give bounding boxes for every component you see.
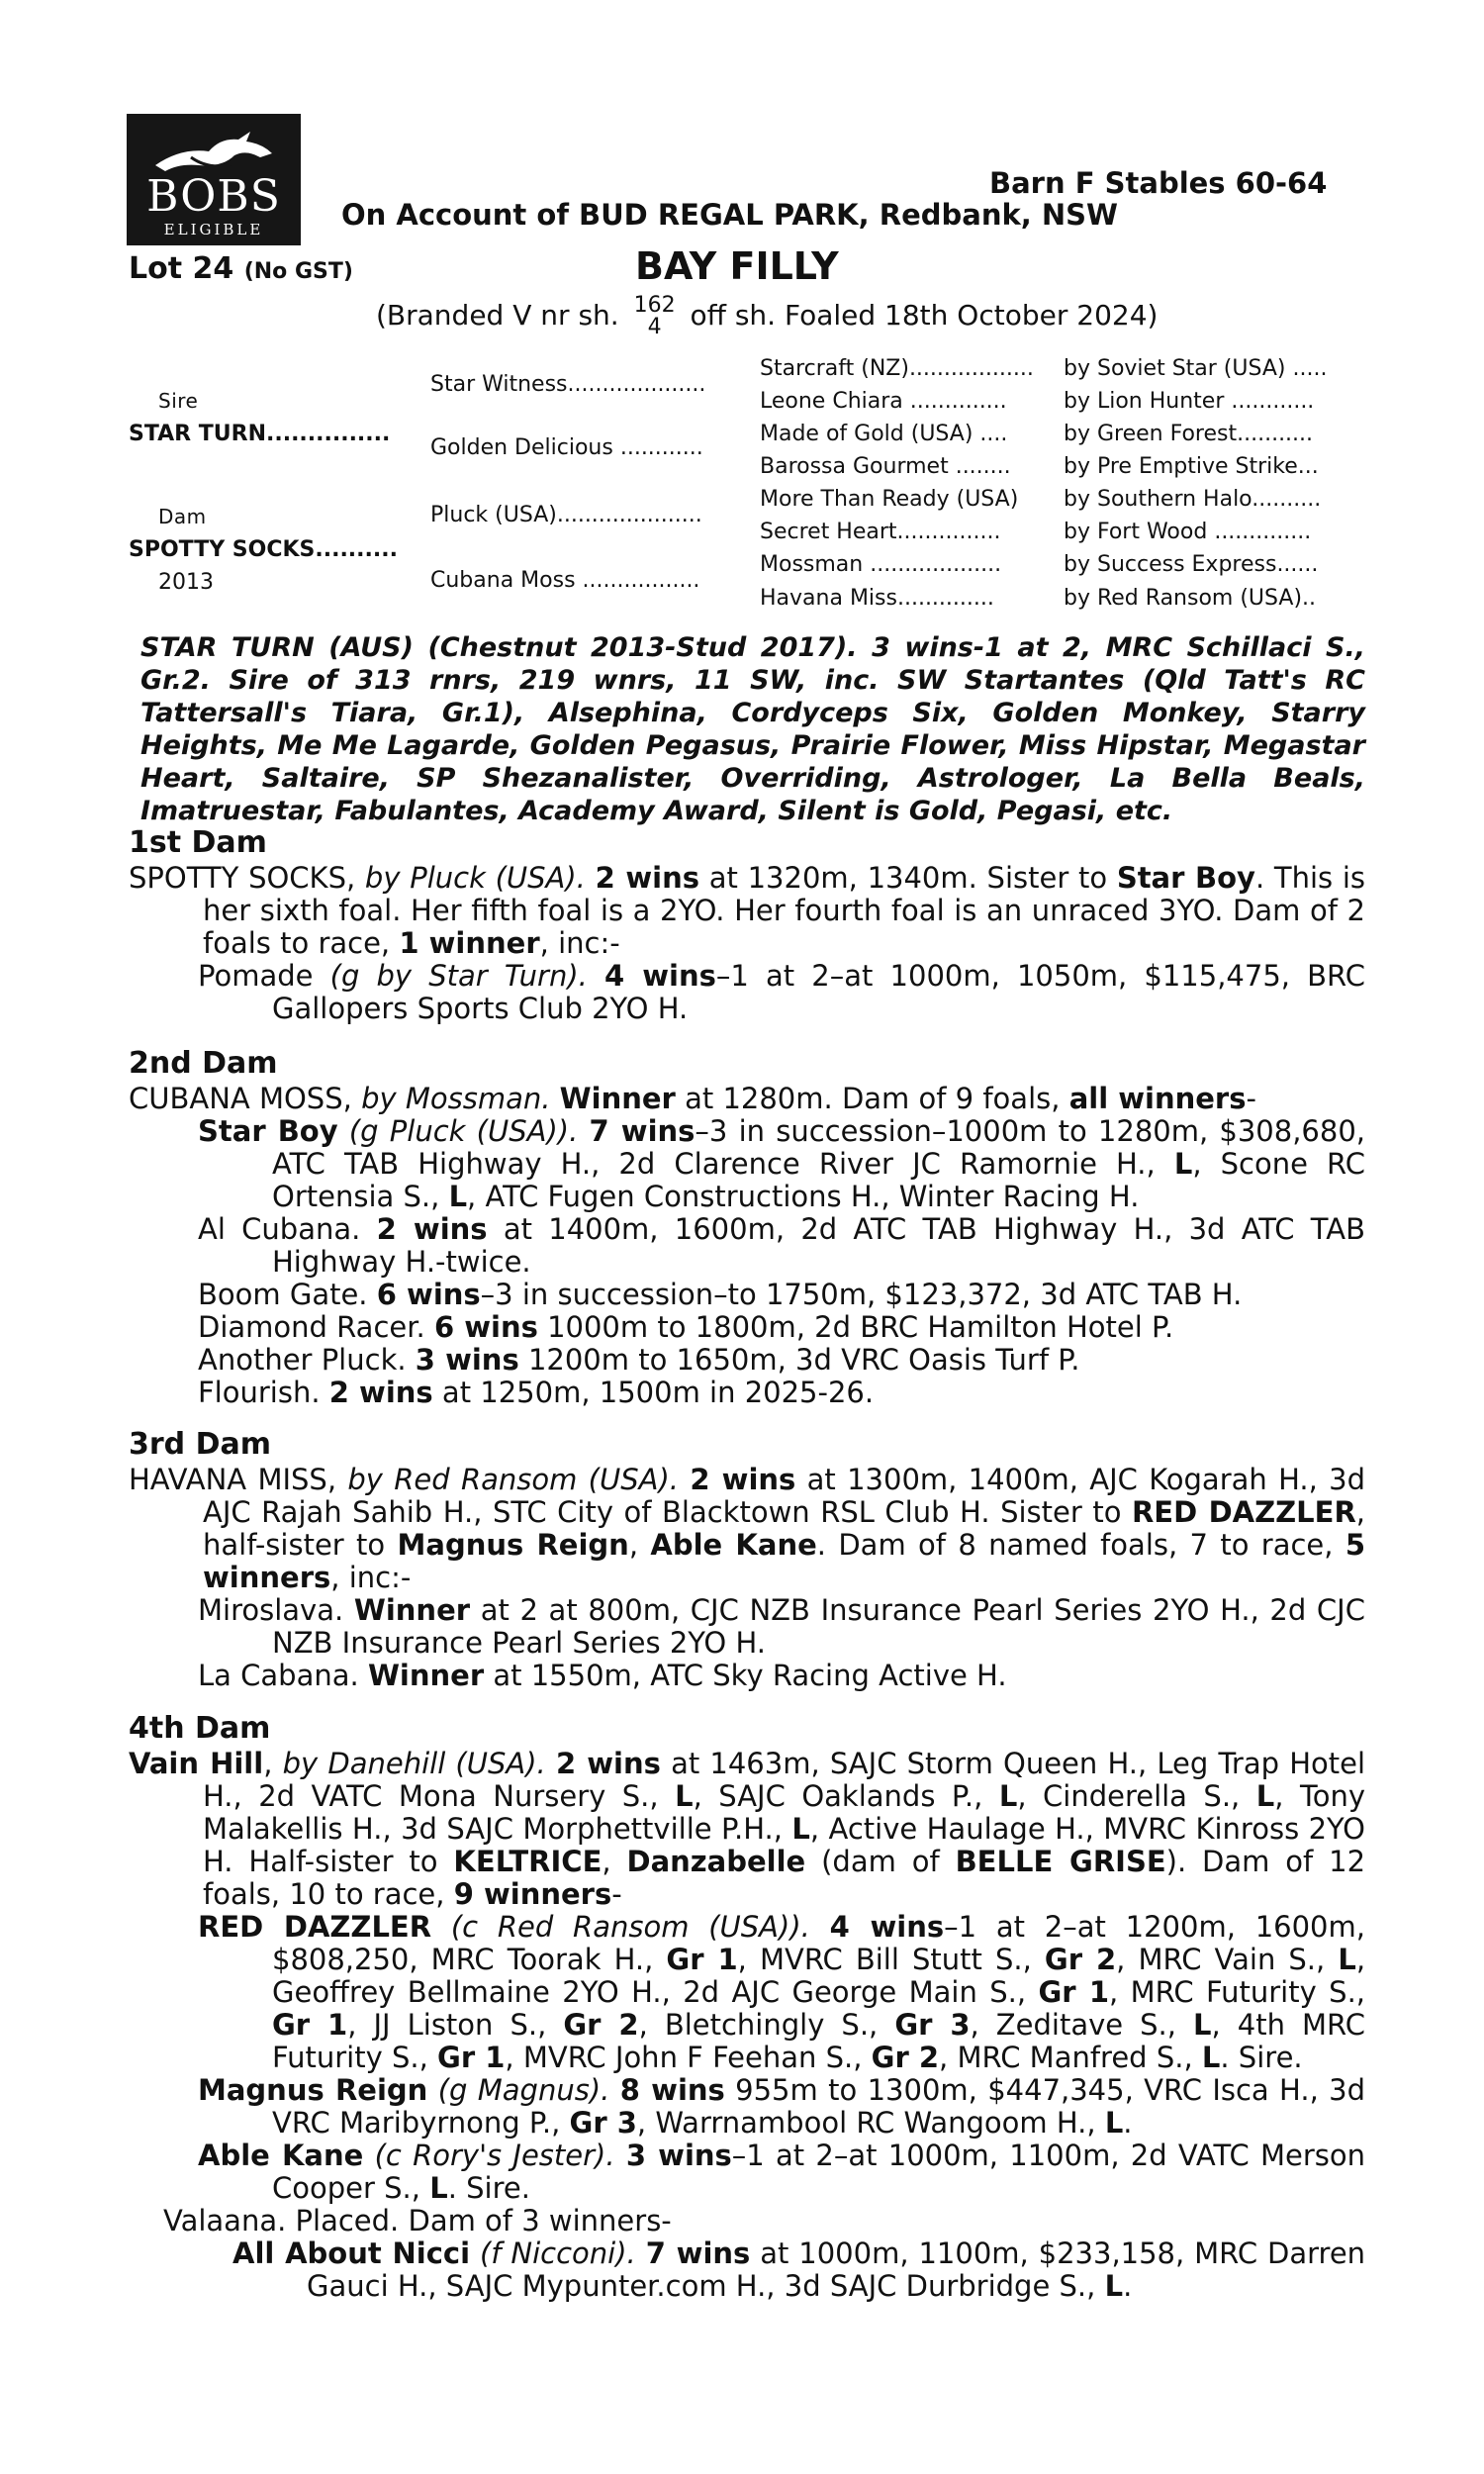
ggp-1: Starcraft (NZ).................. bbox=[760, 356, 1034, 381]
ggp-sire-2: by Lion Hunter ............ bbox=[1064, 389, 1315, 414]
third-dam-heading: 3rd Dam bbox=[129, 1427, 271, 1462]
brand-mark: V bbox=[512, 299, 532, 332]
first-dam-entry: SPOTTY SOCKS, by Pluck (USA). 2 wins at 1320m, 1340m. Sister to Star Boy. This is her sixth foal. Her fifth foal is a 2YO. Her fourth foal is an unraced 3YO. Dam of 2 foals to race, 1 winner, inc:- bbox=[129, 861, 1366, 960]
second-dam-section bbox=[129, 1047, 1365, 1409]
progeny-entry: La Cabana. Winner at 1550m, ATC Sky Racing Active H. bbox=[198, 1659, 1007, 1692]
brand-fraction: 162 4 bbox=[633, 293, 676, 339]
ggp-4: Barossa Gourmet ........ bbox=[760, 454, 1011, 479]
sire-summary: STAR TURN (AUS) (Chestnut 2013-Stud 2017). 3 wins-1 at 2, MRC Schillaci S., Gr.2. Sire of 313 rnrs, 219 wnrs, 11 SW, inc. SW Startantes (Qld Tatt's RC Tattersall's Tiara, Gr.1), Alsephina, Cordyceps Six, Golden Monkey, Starry Heights, Me Me Lagarde, Golden Pegasus, Prairie Flower, Miss Hipstar, Megastar Heart, Saltaire, SP Shezanalister, Overriding, Astrologer, La Bella Beals, Imatruestar, Fabulantes, Academy Award, Silent is Gold, Pegasi, etc. bbox=[140, 632, 1365, 826]
fourth-dam-heading: 4th Dam bbox=[129, 1711, 271, 1746]
horse-description: BAY FILLY bbox=[635, 244, 839, 288]
lot-number bbox=[129, 251, 353, 286]
fourth-dam-section bbox=[129, 1712, 1365, 2303]
dam-label: Dam bbox=[158, 505, 207, 528]
dam-year: 2013 bbox=[158, 570, 214, 595]
ggp-sire-7: by Success Express...... bbox=[1064, 552, 1319, 577]
ggp-2: Leone Chiara .............. bbox=[760, 389, 1007, 414]
progeny-entry: Able Kane (c Rory's Jester). 3 wins–1 at 2–at 1000m, 1100m, 2d VATC Merson Cooper S., L. Sire. bbox=[198, 2139, 1366, 2205]
progeny-entry: Star Boy (g Pluck (USA)). 7 wins–3 in succession–1000m to 1280m, $308,680, ATC TAB Highway H., 2d Clarence River JC Ramornie H., L, Scone RC Ortensia S., L, ATC Fugen Constructions H., Winter Racing H. bbox=[198, 1114, 1365, 1213]
ggp-sire-4: by Pre Emptive Strike... bbox=[1064, 454, 1319, 479]
sire-name: STAR TURN............... bbox=[129, 422, 391, 446]
ggp-sire-1: by Soviet Star (USA) ..... bbox=[1064, 356, 1328, 381]
brand-details: (Branded V nr sh. 162 4 off sh. Foaled 18th October 2024) bbox=[376, 293, 1159, 339]
sire-label: Sire bbox=[158, 389, 199, 413]
ggp-3: Made of Gold (USA) .... bbox=[760, 422, 1008, 446]
progeny-entry: Pomade (g by Star Turn). 4 wins–1 at 2–at 1000m, 1050m, $115,475, BRC Gallopers Sports Club 2YO H. bbox=[198, 959, 1365, 1025]
progeny-entry: Miroslava. Winner at 2 at 800m, CJC NZB Insurance Pearl Series 2YO H., 2d CJC NZB Insurance Pearl Series 2YO H. bbox=[198, 1593, 1365, 1660]
ggp-7: Mossman ................... bbox=[760, 552, 1002, 577]
fourth-dam-entry: Vain Hill, by Danehill (USA). 2 wins at 1463m, SAJC Storm Queen H., Leg Trap Hotel H., 2d VATC Mona Nursery S., L, SAJC Oaklands P., L, Cinderella S., L, Tony Malakellis H., 3d SAJC Morphettville P.H., L, Active Haulage H., MVRC Kinross 2YO H. Half-sister to KELTRICE, Danzabelle (dam of BELLE GRISE). Dam of 12 foals, 10 to race, 9 winners- bbox=[129, 1747, 1366, 1911]
first-dam-heading: 1st Dam bbox=[129, 825, 267, 860]
third-dam-entry: HAVANA MISS, by Red Ransom (USA). 2 wins at 1300m, 1400m, AJC Kogarah H., 3d AJC Rajah Sahib H., STC City of Blacktown RSL Club H. Sister to RED DAZZLER, half-sister to Magnus Reign, Able Kane. Dam of 8 named foals, 7 to race, 5 winners, inc:- bbox=[129, 1463, 1366, 1594]
progeny-entry: All About Nicci (f Nicconi). 7 wins at 1000m, 1100m, $233,158, MRC Darren Gauci H., SAJC Mypunter.com H., 3d SAJC Durbridge S., L. bbox=[232, 2236, 1366, 2303]
progeny-entry: Another Pluck. 3 wins 1200m to 1650m, 3d VRC Oasis Turf P. bbox=[198, 1343, 1080, 1377]
ggp-sire-5: by Southern Halo.......... bbox=[1064, 487, 1322, 512]
ggp-6: Secret Heart............... bbox=[760, 520, 1001, 544]
progeny-entry: Flourish. 2 wins at 1250m, 1500m in 2025-26. bbox=[198, 1376, 875, 1409]
dam-name: SPOTTY SOCKS.......... bbox=[129, 537, 398, 562]
granddam-2: Cubana Moss ................. bbox=[430, 568, 700, 593]
logo-subtext: ELIGIBLE bbox=[163, 221, 264, 238]
logo-text: BOBS bbox=[146, 171, 281, 222]
horse-logo-icon bbox=[151, 128, 276, 175]
gst-note: (No GST) bbox=[243, 259, 353, 284]
ggp-8: Havana Miss.............. bbox=[760, 586, 994, 611]
second-dam-heading: 2nd Dam bbox=[129, 1046, 278, 1081]
vendor-account: On Account of BUD REGAL PARK, Redbank, NSW bbox=[341, 198, 1119, 232]
ggp-5: More Than Ready (USA) bbox=[760, 487, 1019, 512]
grandsire-2: Pluck (USA)..................... bbox=[430, 503, 702, 527]
ggp-sire-3: by Green Forest........... bbox=[1064, 422, 1314, 446]
third-dam-section bbox=[129, 1428, 1365, 1692]
ggp-sire-8: by Red Ransom (USA).. bbox=[1064, 586, 1317, 611]
grandsire-1: Star Witness.................... bbox=[430, 372, 706, 397]
progeny-entry: Valaana. Placed. Dam of 3 winners- bbox=[163, 2204, 672, 2237]
bobs-eligible-logo bbox=[127, 114, 301, 245]
second-dam-entry: CUBANA MOSS, by Mossman. Winner at 1280m. Dam of 9 foals, all winners- bbox=[129, 1082, 1256, 1115]
progeny-entry: Diamond Racer. 6 wins 1000m to 1800m, 2d BRC Hamilton Hotel P. bbox=[198, 1310, 1174, 1344]
progeny-entry: Boom Gate. 6 wins–3 in succession–to 1750m, $123,372, 3d ATC TAB H. bbox=[198, 1278, 1243, 1311]
barn-location: Barn F Stables 60-64 bbox=[989, 166, 1328, 200]
lot-label: Lot 24 bbox=[129, 251, 234, 286]
progeny-entry: Al Cubana. 2 wins at 1400m, 1600m, 2d ATC TAB Highway H., 3d ATC TAB Highway H.-twice. bbox=[198, 1212, 1366, 1279]
first-dam-section bbox=[129, 826, 1365, 1025]
ggp-sire-6: by Fort Wood .............. bbox=[1064, 520, 1312, 544]
progeny-entry: Magnus Reign (g Magnus). 8 wins 955m to 1300m, $447,345, VRC Isca H., 3d VRC Maribyrnong P., Gr 3, Warrnambool RC Wangoom H., L. bbox=[198, 2073, 1365, 2140]
granddam-1: Golden Delicious ............ bbox=[430, 435, 703, 460]
progeny-entry: RED DAZZLER (c Red Ransom (USA)). 4 wins–1 at 2–at 1200m, 1600m, $808,250, MRC Toorak H., Gr 1, MVRC Bill Stutt S., Gr 2, MRC Vain S., L, Geoffrey Bellmaine 2YO H., 2d AJC George Main S., Gr 1, MRC Futurity S., Gr 1, JJ Liston S., Gr 2, Bletchingly S., Gr 3, Zeditave S., L, 4th MRC Futurity S., Gr 1, MVRC John F Feehan S., Gr 2, MRC Manfred S., L. Sire. bbox=[198, 1910, 1366, 2074]
